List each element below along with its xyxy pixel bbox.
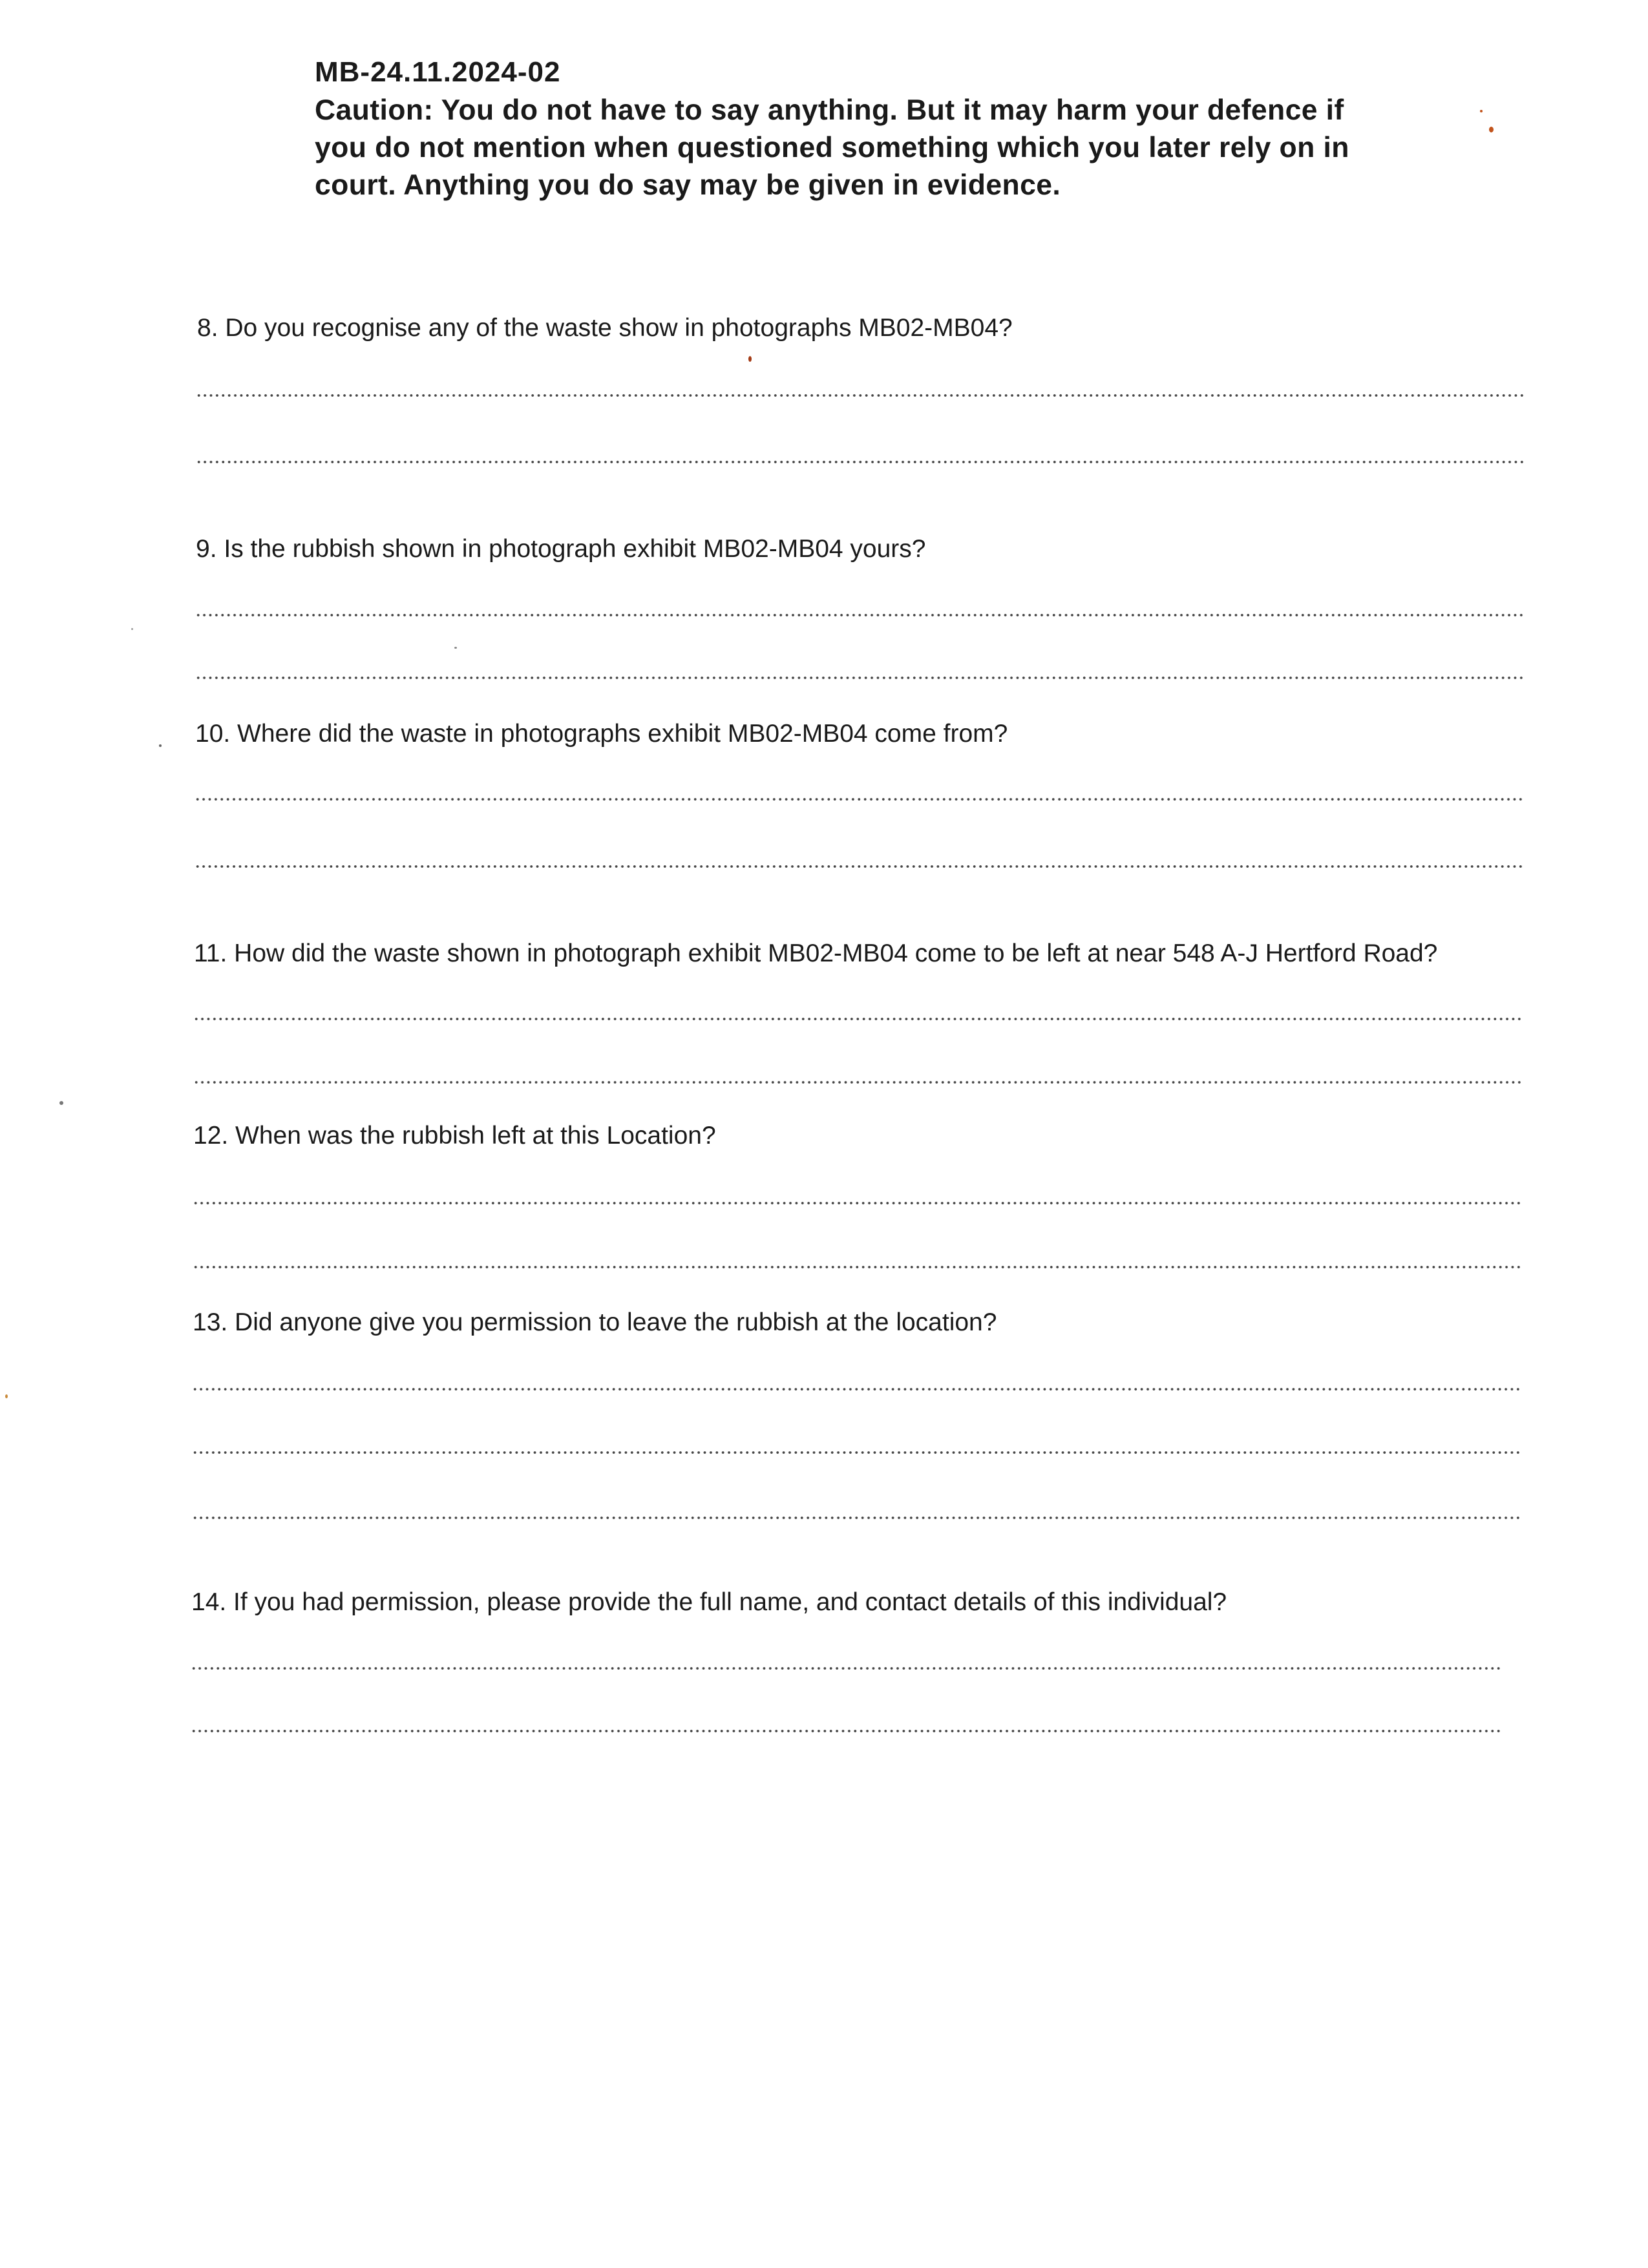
answer-line[interactable] <box>195 796 1523 803</box>
caution-line: court. Anything you do say may be given in evidence. <box>315 169 1061 201</box>
answer-line[interactable] <box>195 675 1523 681</box>
scan-mark <box>748 356 752 362</box>
caution-line: Caution: You do not have to say anything. But it may harm your defence if <box>315 94 1344 126</box>
document-header <box>315 53 1491 204</box>
answer-line[interactable] <box>196 392 1524 399</box>
answer-line[interactable] <box>195 863 1523 870</box>
answer-line[interactable] <box>193 1079 1521 1086</box>
question-11: 11. How did the waste shown in photograph exhibit MB02-MB04 come to be left at near 548 A-J Hertford Road? <box>194 940 1438 967</box>
caution-statement <box>315 92 1491 204</box>
answer-line[interactable] <box>193 1016 1521 1022</box>
answer-line[interactable] <box>192 1515 1520 1521</box>
caution-line: you do not mention when questioned something which you later rely on in <box>315 132 1349 163</box>
scan-mark <box>159 744 162 747</box>
document-reference: MB-24.11.2024-02 <box>315 56 561 88</box>
scan-mark <box>454 647 457 649</box>
scan-mark <box>59 1101 63 1105</box>
question-9: 9. Is the rubbish shown in photograph exhibit MB02-MB04 yours? <box>196 535 926 563</box>
question-13: 13. Did anyone give you permission to leave the rubbish at the location? <box>193 1308 997 1336</box>
answer-line[interactable] <box>191 1665 1503 1672</box>
scan-mark <box>5 1394 8 1398</box>
answer-line[interactable] <box>192 1386 1520 1392</box>
scan-mark <box>1489 127 1494 132</box>
answer-line[interactable] <box>193 1264 1521 1270</box>
question-12: 12. When was the rubbish left at this Location? <box>193 1122 716 1150</box>
question-10: 10. Where did the waste in photographs exhibit MB02-MB04 come from? <box>195 720 1008 748</box>
answer-line[interactable] <box>191 1728 1503 1734</box>
answer-line[interactable] <box>192 1449 1520 1456</box>
scan-mark <box>1480 110 1483 112</box>
answer-line[interactable] <box>195 612 1523 618</box>
question-8: 8. Do you recognise any of the waste show in photographs MB02-MB04? <box>197 314 1013 342</box>
question-14: 14. If you had permission, please provide the full name, and contact details of this individual? <box>191 1588 1227 1616</box>
scan-mark <box>131 628 133 630</box>
answer-line[interactable] <box>196 459 1524 465</box>
answer-line[interactable] <box>193 1200 1521 1206</box>
